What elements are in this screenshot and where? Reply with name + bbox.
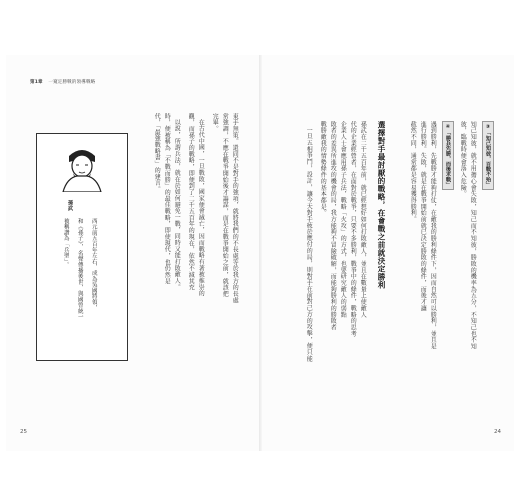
portrait-caption: 孫武 <box>67 200 73 211</box>
page-number: 25 <box>20 429 27 435</box>
left-page <box>6 55 259 451</box>
body-column: 常強調，不應在戰爭開始後才籌謀，而是在戰爭開始之前，就該把 <box>221 113 229 298</box>
body-column: 知己知彼，就不用擔心會失敗，知己而不知彼，勝敗的機率為五分，不知己也不知 <box>469 121 477 350</box>
right-page <box>262 55 514 451</box>
book-spread <box>6 55 514 451</box>
body-column: 代，「最強戰略書」的建言。 <box>153 113 161 193</box>
body-column: 代的企業經營者，在面對於戰爭，只要不多勝利，戰爭中的條件，戰略的思考 <box>349 121 357 337</box>
body-column: 在古代中國，一旦戰敗，國家便會滅亡，因而戰略有著被推崇的 <box>197 119 205 297</box>
chapter-title: 一窺定勝戰的領導戰略 <box>48 80 96 85</box>
running-head <box>30 79 95 85</box>
portrait-box <box>36 133 128 361</box>
body-column: 敗者的差異所進攻的機會的局，我方能夠不冒險破解，而能夠勝利的勝敗者 <box>329 121 337 331</box>
portrait-text-column: 西元前五百年左右，成為吳國將領， <box>90 218 97 311</box>
point-tag: ③「知己知彼，百戰不殆」 <box>482 121 494 190</box>
body-column: 戰勝敵我的情勢條件的基本都是。 <box>319 121 327 217</box>
page-number: 24 <box>494 429 501 435</box>
portrait-text-column: 和《孫子》，名聲傳播後世，與國曾統一 <box>76 218 83 320</box>
body-column: 孫武在二千五百年前，就已經想好如何打敗敵人，並且在數量上使敵人 <box>359 121 367 318</box>
body-column: 遇到勝利，先戰勝才能夠打仗，在敵我的勝利條件下，因而自然可以勝利，並且是 <box>429 121 437 350</box>
body-column: 一旦五相爭鬥，設計，讓今天對手疲於應付的局，則對手在前對己方的攻擊，便只能 <box>305 127 313 362</box>
body-column: 截然不同，通常都是容易獲得勝利。 <box>409 121 417 223</box>
body-column: 東手無策。還同不是對手的強項，就將我們的不長處等於我方的長處 <box>231 113 239 304</box>
body-column: 進行勝利。失敗，就是在戰爭開始前就已決定勝敗的條件，而後才讓 <box>419 121 427 312</box>
body-column: 完畢。 <box>211 113 219 133</box>
section-heading: 選擇對手最討厭的戰略，在會戰之前就決定勝利 <box>377 121 386 289</box>
body-column: 以說，所謂兵法，就在於如何避免一戰，同時又能打敗敵人。 <box>173 119 181 291</box>
point-tag: ④「勝兵先勝，而後求戰」 <box>442 121 454 190</box>
body-column: 企業人士會應用孫子兵法，戰略「火攻」的方式，也要研究敵人的弱點 <box>339 121 347 318</box>
body-column: 彼，臨戰時便會落入危險。 <box>459 121 467 198</box>
chapter-label: 第1章 <box>30 80 43 85</box>
body-column: 觀，而孫子的戰略，即便到了二千五百年的現在，依然不減其充 <box>187 113 195 291</box>
portrait-text-column: 被稱讚為「兵聖」。 <box>62 218 69 268</box>
body-column: 時，便被稱為「不戰而勝」的最佳戰略，即使現代，也仍然是 <box>163 113 171 285</box>
sun-wu-portrait-icon <box>59 142 105 192</box>
